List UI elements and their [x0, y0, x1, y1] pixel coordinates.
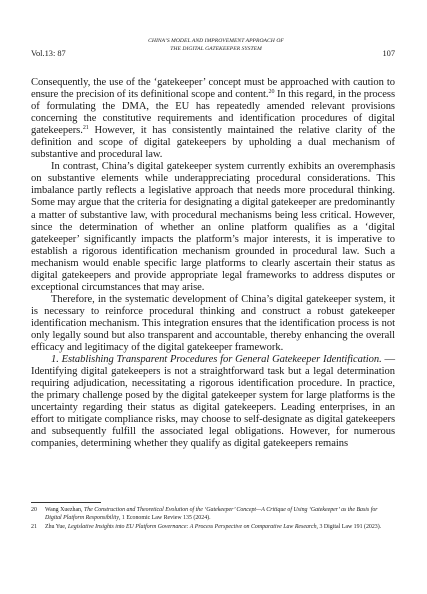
- paragraph-1: [31, 77, 395, 161]
- footnote-20: [31, 506, 395, 522]
- footnote-number: 21: [31, 524, 37, 531]
- footnote-source: , 3 Digital Law 191 (2023).: [316, 524, 382, 531]
- running-title-line-1: CHINA’S MODEL AND IMPROVEMENT APPROACH OF: [148, 38, 284, 44]
- footnote-divider: [31, 502, 101, 503]
- footnotes: [31, 506, 395, 533]
- paragraph-4: [31, 354, 395, 450]
- paragraph-4-text: — Identifying digital gatekeepers is not a straightforward task but a legal determination requiring adjudication, necessitating a rigorous identification procedure. In practice, the primary challenge posed by the digital gatekeeper system for large platforms is the uncertainty regarding their status as digital gatekeepers. Leading enterprises, in an effort to mitigate compliance risks, may choose to self-designate as digital gatekeepers and subsequently fulfill the associated legal obligations. However, for numerous companies, determining whether they qualify as digital gatekeepers remains: [31, 354, 395, 450]
- footnote-author: Zhu Yue,: [45, 524, 68, 531]
- footnote-author: Wang Xuezhan,: [45, 507, 84, 513]
- body-text: [31, 77, 395, 450]
- running-title: [141, 38, 291, 53]
- running-title-line-2: THE DIGITAL GATEKEEPER SYSTEM: [170, 45, 262, 52]
- paragraph-1-part-c: However, it has consistently maintained the relative clarity of the definition and scope of digital gatekeepers by upholding a dual mechanism of substantive and procedural law.: [31, 125, 395, 161]
- paragraph-1-part-a: Consequently, the use of the ‘gatekeeper’ concept must be approached with caution to ensure the precision of its definitional scope and content.: [31, 77, 395, 101]
- page-number: 107: [382, 49, 395, 58]
- page-header: [31, 38, 395, 60]
- section-heading: 1. Establishing Transparent Procedures for General Gatekeeper Identification.: [51, 354, 382, 366]
- paragraph-1-part-b: In this regard, in the process of formulating the DMA, the EU has repeatedly amended relevant provisions concerning the constitutive requirements and identification procedures of digital gatekeepers.: [31, 89, 396, 137]
- paragraph-3: Therefore, in the systematic development of China’s digital gatekeeper system, it is necessary to reinforce procedural thinking and construct a robust gatekeeper identification mechanism. This integration ensures that the identification process is not only legally sound but also transparent and accountable, thereby enhancing the overall efficacy and legitimacy of the digital gatekeeper framework.: [31, 293, 395, 354]
- footnote-title: Legislative Insights into EU Platform Governance: A Process Perspective on Comparative Law Research: [67, 524, 317, 531]
- footnote-number: 20: [31, 507, 37, 513]
- footnote-21: [31, 523, 395, 531]
- footnote-ref-21[interactable]: 21: [82, 125, 89, 132]
- footnote-ref-20[interactable]: 20: [268, 89, 275, 96]
- paragraph-2: In contrast, China’s digital gatekeeper system currently exhibits an overemphasis on substantive elements while underappreciating procedural considerations. This imbalance partly reflects a legislative approach that needs more procedural thinking. Some may argue that the criteria for designating a digital gatekeeper are predominantly a matter of substantive law, with procedural mechanisms being less critical. However, since the determination of whether an online platform qualifies as a ‘digital gatekeeper’ significantly impacts the platform’s major interests, it is imperative to establish a rigorous identification mechanism grounded in procedural law. Such a mechanism would enable specific large platforms to clearly ascertain their status as digital gatekeepers and provide appropriate legal frameworks to address disputes or exceptional circumstances that may arise.: [31, 161, 395, 293]
- footnote-source: , 1 Economic Law Review 135 (2024).: [118, 515, 211, 522]
- volume-label: Vol.13: 87: [31, 49, 66, 58]
- footnote-title: The Construction and Theoretical Evolution of the ‘Gatekeeper’ Concept—A Critique of Using ‘Gatekeeper’ as the Basis for Digital Platform Responsibility: [45, 507, 378, 522]
